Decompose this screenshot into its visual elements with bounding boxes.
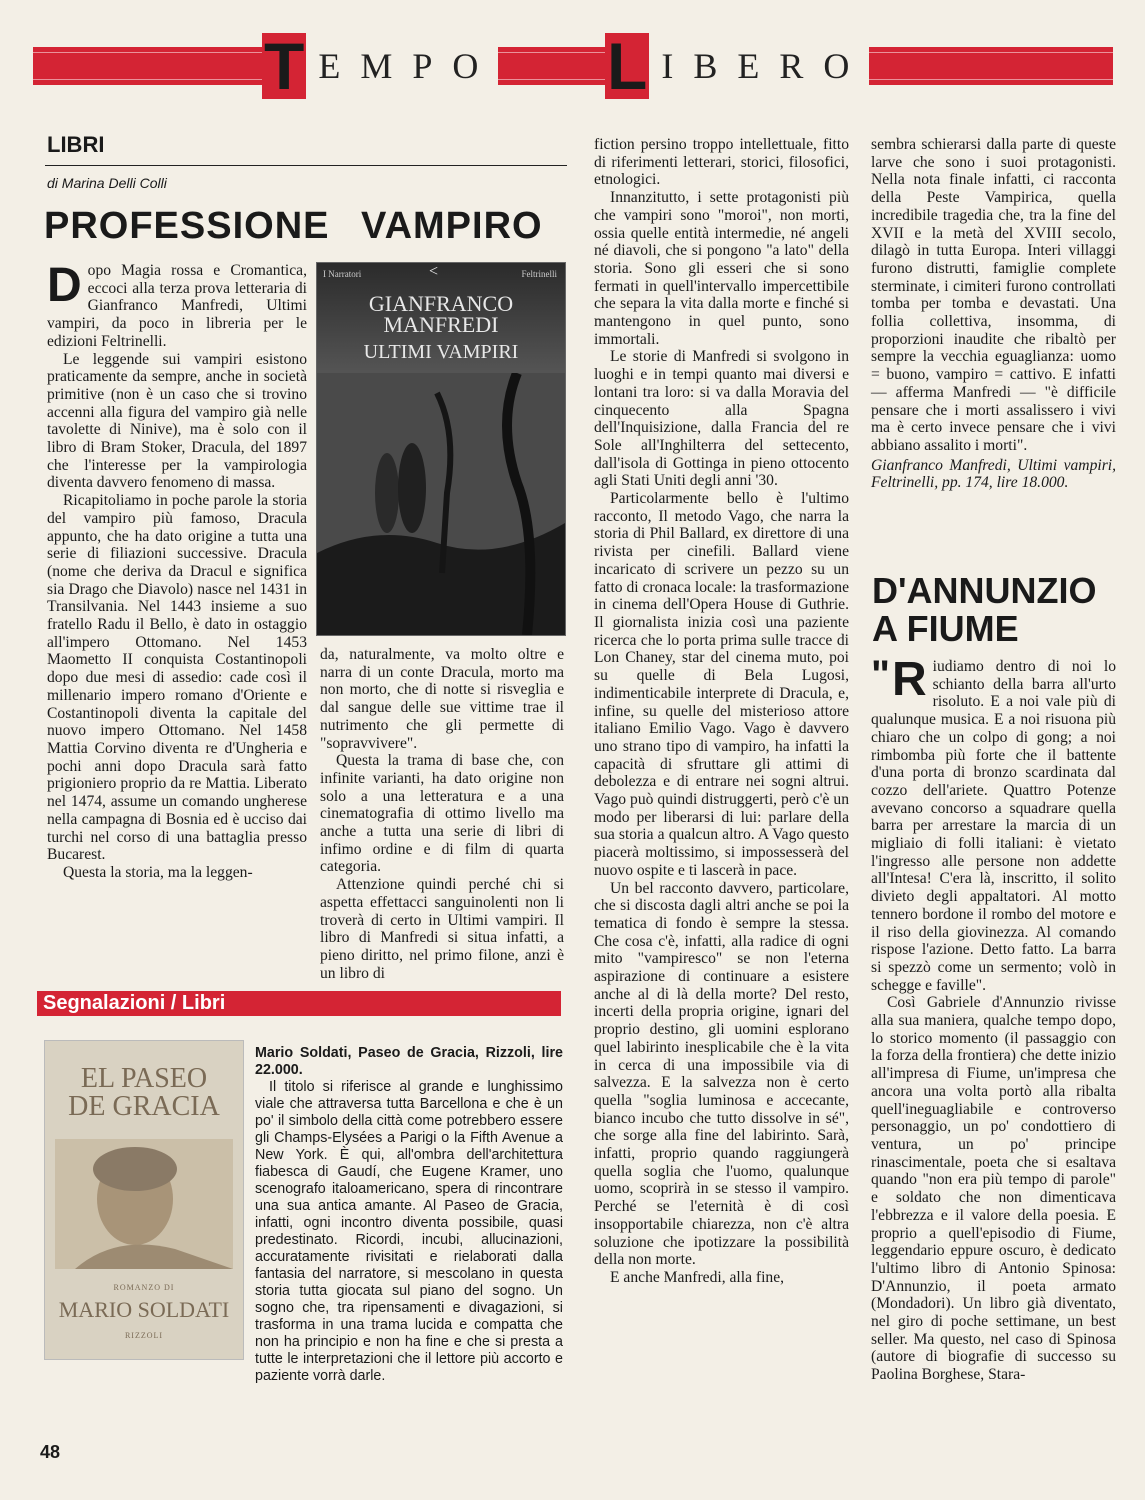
paragraph: Questa la storia, ma la leggen- xyxy=(63,863,253,881)
section-rule xyxy=(45,165,567,166)
segnalazioni-heading: Segnalazioni / Libri xyxy=(43,992,226,1014)
paragraph: Le storie di Manfredi si svolgono in luoghi e in tempi quanto mai diversi e lontani tra loro: si va dalla Moravia del cinquecento alla Spagna dell'Inquisizione, dalla Francia del re Sole all'Inghilterra del settecento, dall'isola di Gottinga in pieno ottocento agli Stati Uniti degli anni '30. xyxy=(594,348,849,490)
segnalazioni-book-ref: Mario Soldati, Paseo de Gracia, Rizzoli, lire 22.000. xyxy=(255,1045,563,1078)
cover-title: ULTIMI VAMPIRI xyxy=(363,341,519,363)
paragraph: fiction persino troppo intellettuale, fitto di riferimenti letterari, storici, filosofici, etnologici. xyxy=(594,136,849,189)
drop-cap: D xyxy=(47,259,82,312)
paragraph: sembra schierarsi dalla parte di queste larve che sono i suoi protagonisti. Nella nota finale infatti, ci racconta della Peste Vampirica, quella incredibile tragedia che, tra la fine del XVII e la metà del XVIII secolo, dilagò in tutta Europa. Interi villaggi furono distrutti, famiglie complete sterminate, i cimiteri furono controllati tomba per tomba e devastati. Una follia collettiva, insomma, di proporzioni inaudite che ribaltò per sempre la vecchia eguaglianza: uomo = buono, vampiro = cattivo. E infatti — afferma Manfredi — "è difficile pensare che i morti assalissero i vivi ma è certo invece pensare che i vivi abbiano assalito i morti". xyxy=(871,136,1116,454)
cover-author: GIANFRANCO MANFREDI xyxy=(368,291,514,337)
article2-title-line2: A FIUME xyxy=(872,608,1019,649)
header-band xyxy=(33,47,1113,85)
paragraph: iudiamo dentro di noi lo schianto della barra all'urto risoluto. E a noi vale più di qualunque musica. E a noi risuona più chiaro che un colpo di gong; a noi rimbomba più forte che il battente d'una porta di bronzo scardinata dal cozzo dell'ariete. Quattro Potenze avevano concorso a squadrare quella barra per arrestare la marcia di un migliaio di folli italiani: è vietato l'ingresso alle persone non addette all'Intesa! C'era là, inscritto, il solito divieto degli appaltatori. Al motto tennero bordone il rombo del motore e il riso della giovinezza. Al comando rispose l'azione. Detto fatto. La barra si spezzò come un sermento; volò in schegge e faville". xyxy=(871,658,1116,994)
book-cover-paseo-de-gracia xyxy=(44,1040,244,1360)
paragraph: da, naturalmente, va molto oltre e narra di un conte Dracula, morto ma non morto, che di notte si risveglia e dal sangue delle sue vittime trae il nutrimento che gli permette di "sopravvivere". xyxy=(320,646,564,752)
cover-publisher: Feltrinelli xyxy=(521,269,557,279)
quote-mark: " xyxy=(871,653,890,697)
paragraph: Ricapitoliamo in poche parole la storia del vampiro più famoso, Dracula appunto, che ha dato origine a tutta una serie di filiazioni successive. Dracula (nome che deriva da Dracul e significa sia Drago che Diavolo) nasce nel 1431 in Transilvania. Nel 1443 insieme a suo fratello Radu il Bello, è dato in ostaggio all'impero Ottomano. Nel 1453 Maometto II conquista Costantinopoli dopo due mesi di assedio: cade così il millenario impero romano d'Oriente e Costantinopoli diventa la capitale del nuovo impero Ottomano. Nel 1458 Mattia Corvino diventa re d'Ungheria e pochi anni dopo Dracula sarà fatto prigioniero proprio da re Mattia. Liberato nel 1474, assume un comando ungherese nella campagna di Bosnia ed è ucciso dai turchi nel corso di una battaglia presso Bucarest. xyxy=(47,492,307,864)
byline: di Marina Delli Colli xyxy=(47,175,167,191)
cover2-publisher: RIZZOLI xyxy=(124,1331,164,1340)
article-column-4 xyxy=(871,136,1116,492)
paragraph: E anche Manfredi, alla fine, xyxy=(610,1269,785,1286)
cover2-title-line1: EL PASEO xyxy=(80,1063,208,1094)
segnalazioni-bar xyxy=(37,991,561,1016)
article-column-2 xyxy=(320,646,564,982)
cover2-author: MARIO SOLDATI xyxy=(58,1297,230,1322)
cover2-fresco-icon xyxy=(55,1139,233,1269)
cover2-subtitle: ROMANZO DI xyxy=(113,1283,175,1292)
segnalazioni-text: Il titolo si riferisce al grande e lunghissimo viale che attraversa tutta Barcellona e che è un po' il simbolo della città come potrebbero essere gli Champs-Elysées a Parigi o la Fifth Avenue a New York. È qui, all'ombra dell'architettura fiabesca di Gaudí, che Eugene Kramer, uno scenografo italoamericano, spera di rincontrare una sua antica amante. Al Paseo de Gracia, infatti, ogni incontro diventa possibile, quasi predestinato. Ricordi, incubi, allucinazioni, accuratamente rivisitati e rielaborati dalla fantasia del narratore, si mescolano in questa storia tutta giocata sul piano del sogno. Un sogno che, tra ripensamenti e divagazioni, si trasforma in una trama lucida e compatta che non ha principio e non ha fine e che si presta a tutte le interpretazioni che il lettore più accorto e paziente vorrà darle. xyxy=(255,1079,563,1384)
book-cover-ultimi-vampiri xyxy=(316,262,566,636)
paragraph: Attenzione quindi perché chi si aspetta effettacci sanguinolenti non li troverà di certo in Ultimi vampiri. Il libro di Manfredi si situa infatti, a pieno diritto, nel primo filone, anzi è un libro di xyxy=(320,876,564,982)
segnalazioni-review xyxy=(255,1045,563,1385)
header-letters-ibero: IBERO xyxy=(661,46,870,86)
article-title: PROFESSIONE VAMPIRO xyxy=(44,205,543,247)
header-letters-empo: EMPO xyxy=(318,46,499,86)
article2-title xyxy=(872,572,1097,648)
header-word-tempo xyxy=(262,29,499,103)
cover-series: I Narratori xyxy=(323,269,362,279)
paragraph: Innanzitutto, i sette protagonisti più che vampiri sono "moroi", non morti, ossia quelle entità intermedie, né angeli né diavoli, che si pongono "a lato" della storia. Sono gli esseri che si sono fermati in quell'intervallo impercettibile che separa la vita dalla morte e finché si mantengono in quel punto, sono immortali. xyxy=(594,189,849,348)
cover-illustration-icon xyxy=(317,373,565,635)
book-credit: Gianfranco Manfredi, Ultimi vampiri, Feltrinelli, pp. 174, lire 18.000. xyxy=(871,456,1116,492)
paragraph: Particolarmente bello è l'ultimo racconto, Il metodo Vago, che narra la storia di Phil Ballard, ex direttore di una rivista per cinefili. Ballard viene incaricato di scrivere un pezzo su un fatto di cronaca locale: la trasformazione in cinema dell'Opera House di Guthrie. Il giornalista inizia così una paziente ricerca che lo porta prima sulle tracce di Lon Chaney, star del cinema muto, poi su quelle di Bela Lugosi, indimenticabile interprete di Dracula, e, infine, su quelle del misterioso attore italiano Emilio Vago. Vago è davvero uno strano tipo di vampiro, ha infatti la capacità di sfruttare gli attimi di debolezza e di entrare nei sogni altrui. Vago può quindi distruggerti, però c'è un modo per liberarsi di lui: parlare della sua storia a qualcun altro. A Vago questo piacerà moltissimo, si impossesserà del nuovo ospite e ti lascerà in pace. xyxy=(594,490,849,879)
header-initial-t: T xyxy=(264,29,305,103)
paragraph: opo Magia rossa e Cromantica, eccoci alla terza prova letteraria di Gianfranco Manfredi, Ultimi vampiri, da poco in libreria per le edizioni Feltrinelli. xyxy=(47,262,307,350)
page-number: 48 xyxy=(40,1442,61,1462)
article2-body xyxy=(871,653,1116,1384)
feltrinelli-logo-icon: < xyxy=(429,263,439,280)
cover2-title xyxy=(45,1065,243,1121)
paragraph: Questa la trama di base che, con infinite varianti, ha dato origine non solo a una letteratura e a una cinematografia di ottimo livello ma anche a tutta una serie di libri di infimo ordine e di film di quarta categoria. xyxy=(320,752,564,876)
cover2-title-line2: DE GRACIA xyxy=(68,1091,220,1122)
article-column-1 xyxy=(47,259,307,882)
drop-cap-r: R xyxy=(891,653,927,706)
article2-title-line1: D'ANNUNZIO xyxy=(872,570,1097,611)
paragraph: Le leggende sui vampiri esistono praticamente da sempre, anche in società primitive (non è un caso che si trovino accenni alla figura del vampiro già nelle tavolette di Ninive), ma è solo con il libro di Bram Stoker, Dracula, del 1897 che l'interesse per la vampirologia diventa davvero fenomeno di massa. xyxy=(47,350,307,492)
section-label: LIBRI xyxy=(47,132,105,157)
header-word-libero xyxy=(605,29,870,103)
article-column-3 xyxy=(594,136,849,1287)
header-initial-l: L xyxy=(607,29,648,103)
paragraph: Un bel racconto davvero, particolare, che si discosta dagli altri anche se poi la tematica di fondo è sempre la stessa. Che cosa c'è, infatti, alla radice di ogni mito "vampiresco" se non l'eterna aspirazione di continuare a esistere anche al di là della morte? Del resto, incerti della propria origine, ignari del proprio destino, gli uomini esplorano quel labirinto inesplicabile che è la vita in cerca di una impossibile via di salvezza. E la salvezza non è certo quella "soglia luminosa e accecante, bianco incubo che tutto dissolve in sé", che sorge alla fine del labirinto. Sarà, infatti, proprio quando raggiungerà quella soglia che l'uomo, qualunque uomo, scoprirà in se stesso il vampiro. Perché se l'eternità è di così insopportabile chiarezza, non c'è altra soluzione che ipotizzare la possibilità della non morte. xyxy=(594,879,849,1269)
paragraph: Così Gabriele d'Annunzio rivisse alla sua maniera, qualche tempo dopo, lo storico momento (il passaggio con la forza della frontiera) che dette inizio all'impresa di Fiume, un'impresa che ancora una volta portò alla ribalta quell'ineguagliabile e controverso personaggio, un po' condottiero di ventura, un po' principe rinascimentale, poeta che si esaltava quando "non era più tempo di parole" e soldato che non dimenticava l'ebbrezza e il valore della poesia. E proprio a quell'episodio di Fiume, leggendario eppure oscuro, è dedicato l'ultimo libro di Antonio Spinosa: D'Annunzio, il poeta armato (Mondadori). Un libro già diventato, nel giro di poche settimane, un best seller. Ma questo, nel caso di Spinosa (autore di biografie di successo su Paolina Borghese, Stara- xyxy=(871,994,1116,1384)
